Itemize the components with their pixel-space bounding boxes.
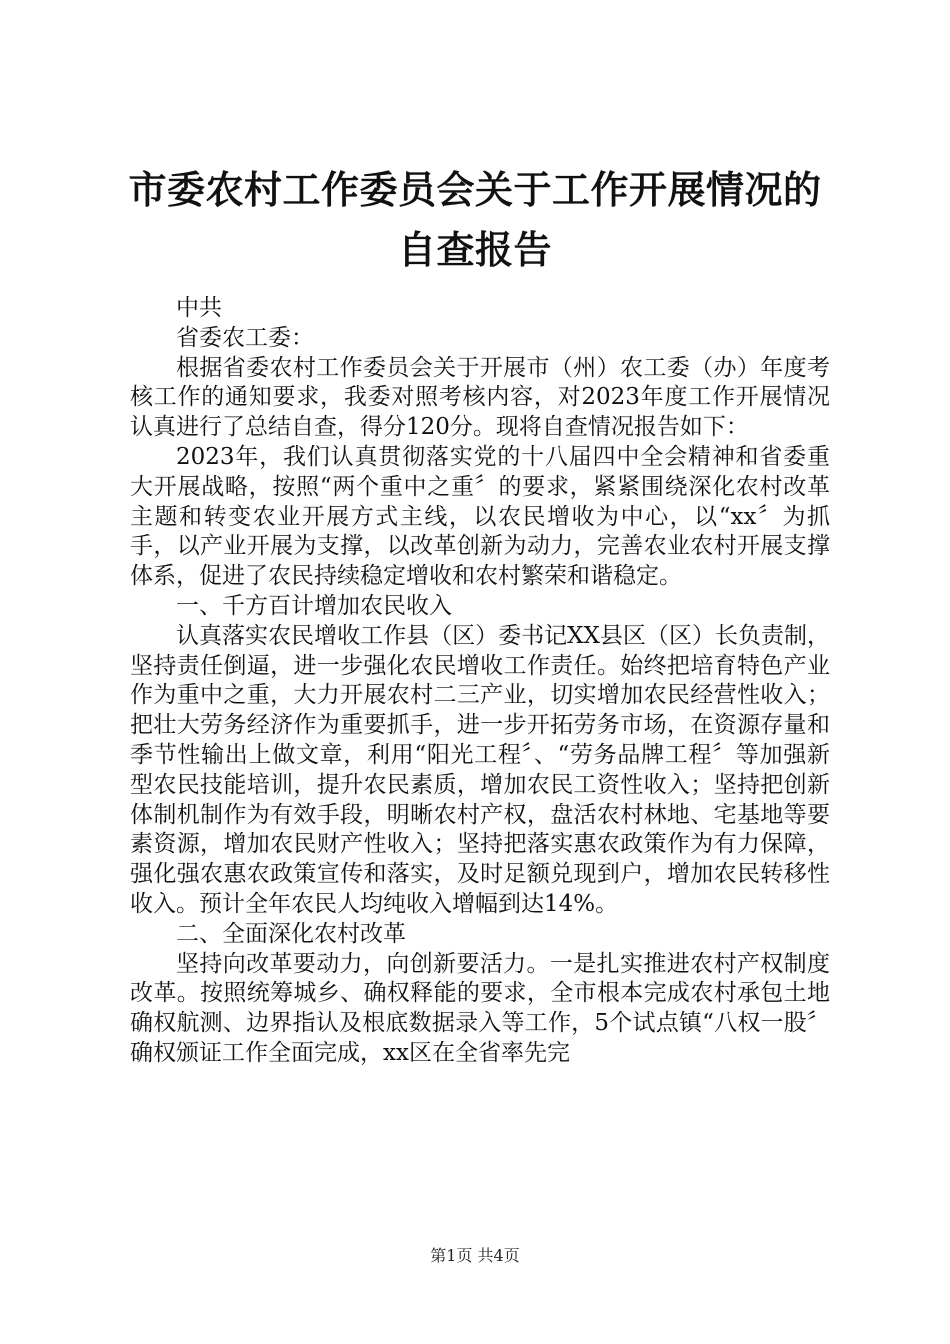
paragraph-salutation-2: 省委农工委： bbox=[176, 324, 314, 351]
page-footer: 第1页 共4页 bbox=[430, 1246, 520, 1265]
paragraph-salutation-1: 中共 bbox=[176, 295, 222, 321]
paragraph-section-2: 坚持向改革要动力，向创新要活力。一是扎实推进农村产权制度改革。按照统筹城乡、确权释能的要求，全市根本完成农村承包土地确权航测、边界指认及根底数据录入等工作，5个试点镇“八权一股〞确权颁证工作全面完成，xx区在全省率先完 bbox=[130, 950, 830, 1066]
section-heading-2: 二、全面深化农村改革 bbox=[176, 920, 406, 947]
paragraph-section-1: 认真落实农民增收工作县（区）委书记XX县区（区）长负责制，坚持责任倒逼，进一步强化农民增收工作责任。始终把培育特色产业作为重中之重，大力开展农村二三产业，切实增加农民经营性收入；把壮大劳务经济作为重要抓手，进一步开拓劳务市场，在资源存量和季节性输出上做文章，利用“阳光工程〞、“劳务品牌工程〞等加强新型农民技能培训，提升农民素质，增加农民工资性收入；坚持把创新体制机制作为有效手段，明晰农村产权，盘活农村林地、宅基地等要素资源，增加农民财产性收入；坚持把落实惠农政策作为有力保障，强化强农惠农政策宣传和落实，及时足额兑现到户，增加农民转移性收入。预计全年农民人均纯收入增幅到达14%。 bbox=[130, 622, 830, 917]
paragraph-intro: 根据省委农村工作委员会关于开展市（州）农工委（办）年度考核工作的通知要求，我委对照考核内容，对2023年度工作开展情况认真进行了总结自查，得分120分。现将自查情况报告如下： bbox=[130, 354, 830, 441]
document-title: 市委农村工作委员会关于工作开展情况的自查报告 bbox=[128, 167, 822, 272]
document-body bbox=[130, 294, 830, 1069]
section-heading-1: 一、千方百计增加农民收入 bbox=[176, 592, 452, 619]
paragraph-overview: 2023年，我们认真贯彻落实党的十八届四中全会精神和省委重大开展战略，按照“两个重中之重〞的要求，紧紧围绕深化农村改革主题和转变农业开展方式主线，以农民增收为中心，以“xx〞为抓手，以产业开展为支撑，以改革创新为动力，完善农业农村开展支撑体系，促进了农民持续稳定增收和农村繁荣和谐稳定。 bbox=[130, 443, 830, 590]
